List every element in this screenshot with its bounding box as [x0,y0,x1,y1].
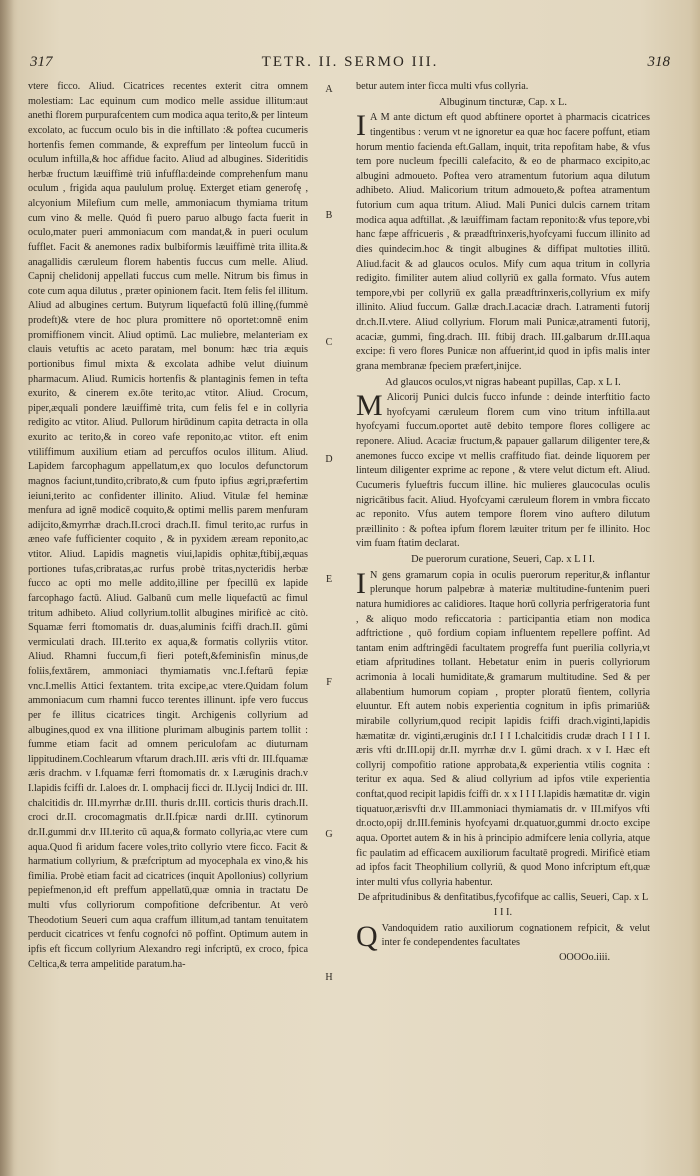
spine-shadow [0,0,14,1176]
left-column [28,80,308,1145]
section-body-42: N gens gramarum copia in oculis puerorum reperitur,& inflantur plerunque horum palpebræ à materiæ multitudine-funtenim pueri natura humidiores ac calidiores. Itaque horū collyria perfrigeratoria funt , & aliquo modo reficcatoria : participantia etiam non modica adftrictione , quō fordium copiam influentem repellere poffint. Ad tantam enim adftringēdi facultatem progreffa funt puerilia collyria,vt etiam afpritudines tollant. Hebetatur enim in pueris collyriorum acrimonia à locali humiditate,& gramarum multitudine. Sed & per allabentium humorum copiam , propter ploratū fientem, collyria eluuntur. Eft autem nobis experientia cognitum in ipfis primariū& mirabile collyrium,quod recipit lapidis fciffi drach.viginti,lapidis hæmatitæ dr. viginti,æruginis dr.I I I I.chalcitidis crudæ drach I I I I. æris vfti dr.III.opij dr.II. myrrhæ dr.v I. gūmi drach. x v I. Hæc eft collyrij compofitio ratione approbata,& experientia vtilis cognita : teritur ex aqua. Sed & aliud collyrium ad ipfos vtile experientia conftat,quod recipit lapidis fciffi dr. x x I I I I.lapidis hæmatitæ dr. vigin tiquatuor,ærisvfti dr.v III.ammoniaci thymiamatis dr. v III.mifyos vfti dr.octo,opij dr.III.feminis hyofcyami dr.quatuor,gummi dr.octo excipe aqua. Oportet autem & in his à principio admifcere lenia collyria, atque fic paulatim ad efficacem auxiliorum facultatē progredi. Mirificè etiam ad ipfos facit Theophilium collyriū, & quod Mono infcriptum eft,quæ inter multi vfus collyria habentur. [356,569,650,888]
section-text-42 [356,566,650,891]
margin-marker-b: B [325,210,333,221]
margin-marker-e: E [325,574,333,585]
dropcap-41: M [356,389,383,423]
margin-marker-a: A [325,84,333,95]
right-column [356,80,650,1145]
signature-mark: OOOOo.iiii. [559,951,610,963]
running-title: TETR. II. SERMO III. [261,54,439,70]
margin-marker-c: C [325,337,333,348]
left-column-text: vtere ficco. Aliud. Cicatrices recentes exterit citra omnem molestiam: Lac equinum cum modico melle assidue illitum:aut anethi florem purpurafcentem cum modica aqua terito,& per linteum excolato, ac fuccum oculo bis in die inftillato :& poftea cucumeris hortenfis femen commande, & expreffum per linteolum fuccū in oculum inftilla,& hoc affidue facito. Aliud ad albugines. Sideritidis herbæ fructum læuiffimè triū infuffla:deinde comprehenfum manu oculum , frigida aqua paululum proluę. Exterget etiam generofę , alcyonium Milefium cum melle, ammoniacum thymiama tritum cum vino & melle. Quód fi puero paruo albugo facta fuerit in oculo,mater pueri ammoniacum com mandat,& in pueri oculum fufflet. Facit & anemones radix bulbiformis læuiffimè trita illita.& anagallidis cæruleum florem habentis fuccus cum melle. Aliud. Capnij chelidonij appellati fuccus cum melle. Nitrum bis fimus in cote cum aqua dilutus , præter opinionem facit. Item felis fel illitum. Aliud ad albugines certum. Butyrum liquefactū folū illinę,(fummè prodeft)& vtere de hoc plura promittere nō oportet:omnē enim promiffionem vincit. Aliud optimū. Lac muliebre, melanteriam ex clauis vetuftis ac aceto paratam, mel bonum: hæc tria æquis portionibus fimul mixta & excolata adhibe velut diuinum pharmacum. Aliud. Rumicis hortenfis & plantaginis femen in tefta exurito, & cinerem ex.ōte terito,ac vtitor. Aliud. Crocum, piper,æquali pondere læuiffimè trita, cum felis fel e in collyria redigito ac vtitor. Aliud. Pullorum hirūdinum capita detracta in olla exurito ac terito,& in coreo vafe reponito,ac vtitor. eft enim vtiliffimum auxilium etiam ad percuffos oculos illitum. Aliud. Lapidem farcophagum appellatum,ex quo loculos defunctorum magnos faciunt,tundito,cribrato,& cum fputo ipfius ægri,præfertim ieiuni,terito ac confidenter illinito. Aliud. Vitulæ fel heminæ menfura ad ignē modicē coquito,& optimi mellis parem menfuram adijcito,&myrrhæ drach.II.croci drach.II. fimul terito,ac rurfus in æneo vafe fufficienter coquito , & in pyxidem æream reponito,ac vtitor. Aliud. Lapidis magnetis viui,lapidis ophitæ,ftibij,æquas portiones tufas,cribratas,ac rurfus probè tritas,nycteridis herbæ fucco ac opti mo melle addito,illine per fpecillū ex lapide farcophago factū. Aliud. Galbanū cum melle liquefactū ac fimul tritum adhibeto. Aliud collyrium.tollit albugines mirificè ac citò. Squamæ ferri ftomomatis dr. duas,aluminis fciffi drach.II. gūmi vermiculati drach. III.terito ex aqua,& formatis collyriis vtitor. Aliud. Rhamni fuccum,fi fieri poteft,&feminisfin minus,de foliis,fextārem, ammoniaci thymiamatis vnc.I.feftarū fepiæ vnc.I.mellis Attici fextantem. trita excipe,ac vtere.Quidam folum ammoniacum cum rhamni fucco terentes illinunt. ipfe vero fuccus per fe illitus cicatrices tingit. Archigenis collyrium ad albugines,quod ex vna illitione plurimam albuginis partem tollit : fumme etiam facit ad omnem periculofam ac diuturnam lippitudinem.Cochlearum vftarum drach.III. æris vfti dr. III.fquamæ æris drachm. v I.fquamæ ferri ftomomatis dr. x I.æruginis drach.v I.lapidis fciffi dr. I.aloes dr. I. omphacij ficci dr. II.lycij Indici dr. III. chalcitidis dr. III.myrrhæ dr.III. thuris dr.III. corticis thuris drach.II. croci dr.II. crocomagmatis dr.II.fpicæ nardi dr.III. cytinorum dr.II.gummi dr.v III.terito cū aqua,& formato collyria,ac vtere cum aqua.Quod fi aridum facere voles,trito collyrio vtere ficco. Facit & harmatium collyrium, & præfcriptum ad myocephala ex vino,& his fimilia. Probè etiam facit ad cicatrices (inquit Apollonius) collyrium pepiefmenon,id eft preffum appellatū,quæ omnia in tractatu De multi vfus collyriorum compofitione defcribentur. At verò Theodotium Seueri cum aqua craffum illitum,ad tantam tenuitatem perducit cicatrices vt fenfu cognofci nō poffint. Optimum autem in ipfis eft ficcum collyrium Alexandro regi infcriptū, ex croco, fpica Celtica,& terra ampelitide paratum.ha- [28,81,308,970]
section-heading-40: Albuginum tincturæ, Cap. x L. [439,96,567,108]
right-column-intro: betur autem inter ficca multi vfus collyria. [356,81,529,92]
section-text-43 [356,919,650,953]
section-heading-41: Ad glaucos oculos,vt nigras habeant pupillas, Cap. x L I. [385,376,621,388]
dropcap-43: Q [356,919,378,953]
margin-marker-g: G [325,829,333,840]
dropcap-42: I [356,566,366,600]
running-header [30,54,670,76]
margin-markers [318,80,340,1145]
section-body-40: A M ante dictum eft quod abftinere oportet à pharmacis cicatrices tingentibus : verum vt ne ignoretur ea quæ hoc facere poffunt, etiam horum mentio facienda eft.Gallam, inquit, trita repofitam habe, & vfus tem pore nucleum fpecilli calefacito, & eo de pharmaco excipito,ac albugini admoueto. Poftea vero atramentum futorium aqua dilutum adhibeto. Aliud. Malicorium tritum admoueto,& poftea atramentum futorium cum aqua tritum. Aliud. Mali Punici dulcis carnem tritam modica aqua adftillat. ,& læuiffimam factam reponito:& vfus tepore,vbi hanc fæpe affricueris , & præadftrinxeris,hyofcyami fuccum illinito ad dies quindecim.hoc & tingit albugines & diffipat multoties illitū. Aliud.facit & ad glaucos oculos. Mify cum aqua tritum in collyria redigito. fimiliter autem aliud collyriū ex galla formato. Vfus autem tempore,vbi per collyriū ex galla præadftrinxeris,collyrium ex mify illinito. Aliud fuccum. Gallæ drach.I.acaciæ drach. I.atramenti futorij dr.ch.II.vtere. Aliud collyrium. Florum mali Punicæ,atramenti futorij, acaciæ, gummi, fing.drach. III. ftibij drach. III.galbarum dr.III.aqua excipe: fi vero flores Punicæ non affuerint,id quod in ipfis malis inter grana membranæ fpeciem præfert,inijce. [356,112,650,372]
page-number-right: 318 [647,54,670,70]
section-text-40 [356,111,650,374]
section-text-41 [356,391,650,552]
margin-marker-h: H [325,972,333,983]
section-heading-43: De afpritudinibus & denfitatibus,fycofifque ac callis, Seueri, Cap. x L I I I. [357,892,649,918]
page-number-left: 317 [30,54,53,70]
margin-marker-f: F [326,677,332,688]
section-body-41: Alicorij Punici dulcis fucco infunde : deinde interftitio facto hyofcyami cæruleum florem cum vino tritum inftilla.aut hyofcyami fuccum.oportet autē debito tempore flores colligere ac reponere. Aliud. Acaciæ fructum,& papauer gallarum diligenter tere,& anemones fucco excipe vt mellis craffitudo fiat. deinde liquorem per linteum diligenter exprime ac repone , & vtere velut dictum eft. Aliud. Cucumeris fylueftris fuccum illine. hic mulieres glaucoculas oculis nigricātibus facit. Aliud. Hyofcyami cæruleum florem in vmbra ficcato ac reponito. Vfus autem tempore florem vino auftero dilutum præillinito : & poftea ipfum florem læuiter tritum per fe illinito. Hoc vim fuam ftatim declarat. [356,392,650,550]
margin-marker-d: D [325,454,333,465]
section-heading-42: De puerorum curatione, Seueri, Cap. x L I I. [411,554,595,565]
dropcap-40: I [356,109,366,143]
section-body-43: Vandoquidem ratio auxiliorum cognationem refpicit, & velut inter fe condependentes facultates [381,922,650,949]
